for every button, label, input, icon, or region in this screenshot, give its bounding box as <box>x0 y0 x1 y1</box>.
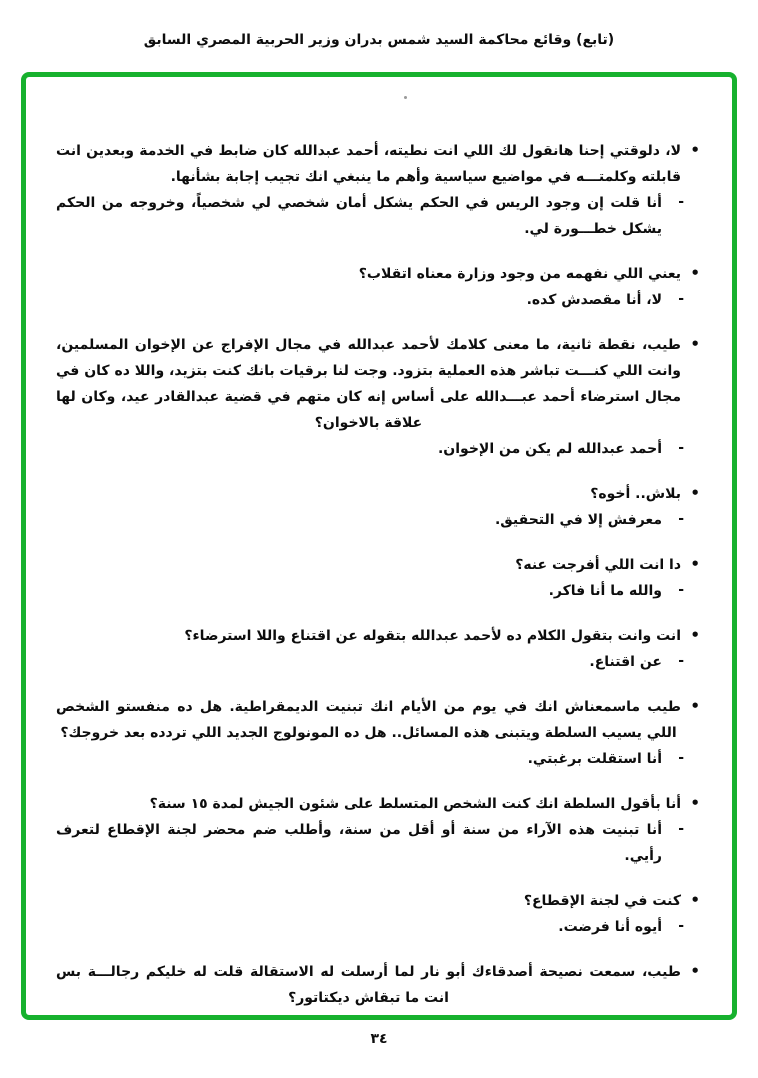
answer-text: معرفش إلا في التحقيق. <box>494 512 662 528</box>
bullet-icon: • <box>690 555 700 573</box>
dialog-transcript <box>56 138 700 1030</box>
scan-artifact-dot <box>404 96 407 99</box>
question-text: طيب، نقطة ثانية، ما معنى كلامك لأحمد عبدالله في مجال الإفراج عن الإخوان المسلمين، وانت اللي كنـــت تباشر هذه العملية بتزود. وجت لنا برقيات بانك كنت بتزيد، واللا ده كان في مجال استرضاء أحمد عبـــدالله على أساس إنه كان متهم في قضية عبدالقادر عيد، وكان لها علاقة بالاخوان؟ <box>56 337 681 431</box>
question-text: أنا بأقول السلطة انك كنت الشخص المتسلط على شئون الجيش لمدة ١٥ سنة؟ <box>149 796 681 812</box>
dialog-block <box>56 623 700 675</box>
question-line <box>56 694 700 746</box>
bullet-icon: • <box>690 335 700 353</box>
question-text: يعني اللي نفهمه من وجود وزارة معناه اتقلاب؟ <box>358 266 681 282</box>
bullet-icon: • <box>690 484 700 502</box>
question-line <box>56 481 700 507</box>
question-text: طيب ماسمعناش انك في يوم من الأيام انك تبنيت الديمقراطية. هل ده منفستو الشخص اللي يسيب السلطة ويتبنى هذه المسائل.. هل ده المونولوج الجديد اللي تردده بعد خروجك؟ <box>56 699 681 741</box>
bullet-icon: • <box>690 697 700 715</box>
bullet-icon: • <box>690 626 700 644</box>
question-line <box>56 552 700 578</box>
answer-line <box>56 649 700 675</box>
dialog-block <box>56 261 700 313</box>
dash-icon: - <box>678 750 684 766</box>
bullet-icon: • <box>690 264 700 282</box>
dash-icon: - <box>678 194 684 210</box>
bullet-icon: • <box>690 141 700 159</box>
question-text: لا، دلوقتي إحنا هانقول لك اللي انت نطيته، أحمد عبدالله كان ضابط في الخدمة وبعدين انت قابلته وكلمتـــه في مواضيع سياسية وأهم ما ينبغي انك تجيب إجابة بشأنها. <box>56 143 681 185</box>
dialog-block <box>56 694 700 772</box>
answer-text: أيوه أنا فرضت. <box>558 919 662 935</box>
question-line <box>56 959 700 1011</box>
answer-line <box>56 287 700 313</box>
dash-icon: - <box>678 511 684 527</box>
dialog-block <box>56 552 700 604</box>
question-line <box>56 261 700 287</box>
bullet-icon: • <box>690 962 700 980</box>
dialog-block <box>56 959 700 1011</box>
answer-text: والله ما أنا فاكر. <box>548 583 662 599</box>
answer-text: أحمد عبدالله لم يكن من الإخوان. <box>437 441 662 457</box>
answer-line <box>56 436 700 462</box>
question-text: دا انت اللي أفرجت عنه؟ <box>515 557 681 573</box>
answer-text: لا، أنا مقصدش كده. <box>526 292 662 308</box>
answer-text: أنا تبنيت هذه الآراء من سنة أو أقل من سنة، وأطلب ضم محضر لجنة الإقطاع لتعرف رأيي. <box>56 822 662 864</box>
answer-text: عن اقتناع. <box>589 654 662 670</box>
dash-icon: - <box>678 653 684 669</box>
dialog-block <box>56 791 700 869</box>
dialog-block <box>56 888 700 940</box>
answer-text: أنا استقلت برغبتي. <box>527 751 662 767</box>
question-text: انت وانت بتقول الكلام ده لأحمد عبدالله بتقوله عن اقتناع واللا استرضاء؟ <box>184 628 681 644</box>
question-line <box>56 888 700 914</box>
question-line <box>56 791 700 817</box>
answer-line <box>56 914 700 940</box>
dialog-block <box>56 481 700 533</box>
question-line <box>56 138 700 190</box>
question-line <box>56 623 700 649</box>
question-text: بلاش.. أخوه؟ <box>590 486 681 502</box>
answer-line <box>56 817 700 869</box>
dash-icon: - <box>678 582 684 598</box>
answer-line <box>56 578 700 604</box>
bullet-icon: • <box>690 891 700 909</box>
answer-line <box>56 507 700 533</box>
dash-icon: - <box>678 918 684 934</box>
dialog-block <box>56 332 700 462</box>
page-number: ٣٤ <box>370 1031 388 1047</box>
page-header-title: (تابع) وقائع محاكمة السيد شمس بدران وزير الحربية المصري السابق <box>143 32 615 48</box>
dash-icon: - <box>678 440 684 456</box>
answer-text: أنا قلت إن وجود الريس في الحكم يشكل أمان شخصي لي شخصياً، وخروجه من الحكم يشكل خطـــورة لي. <box>56 195 662 237</box>
dialog-block <box>56 138 700 242</box>
dash-icon: - <box>678 821 684 837</box>
answer-line <box>56 746 700 772</box>
dash-icon: - <box>678 291 684 307</box>
bullet-icon: • <box>690 794 700 812</box>
question-text: كنت في لجنة الإقطاع؟ <box>523 893 681 909</box>
question-text: طيب، سمعت نصيحة أصدقاءك أبو نار لما أرسلت له الاستقالة قلت له خليكم رجالـــة بس انت ما تبقاش ديكتاتور؟ <box>56 964 681 1006</box>
question-line <box>56 332 700 436</box>
answer-line <box>56 190 700 242</box>
